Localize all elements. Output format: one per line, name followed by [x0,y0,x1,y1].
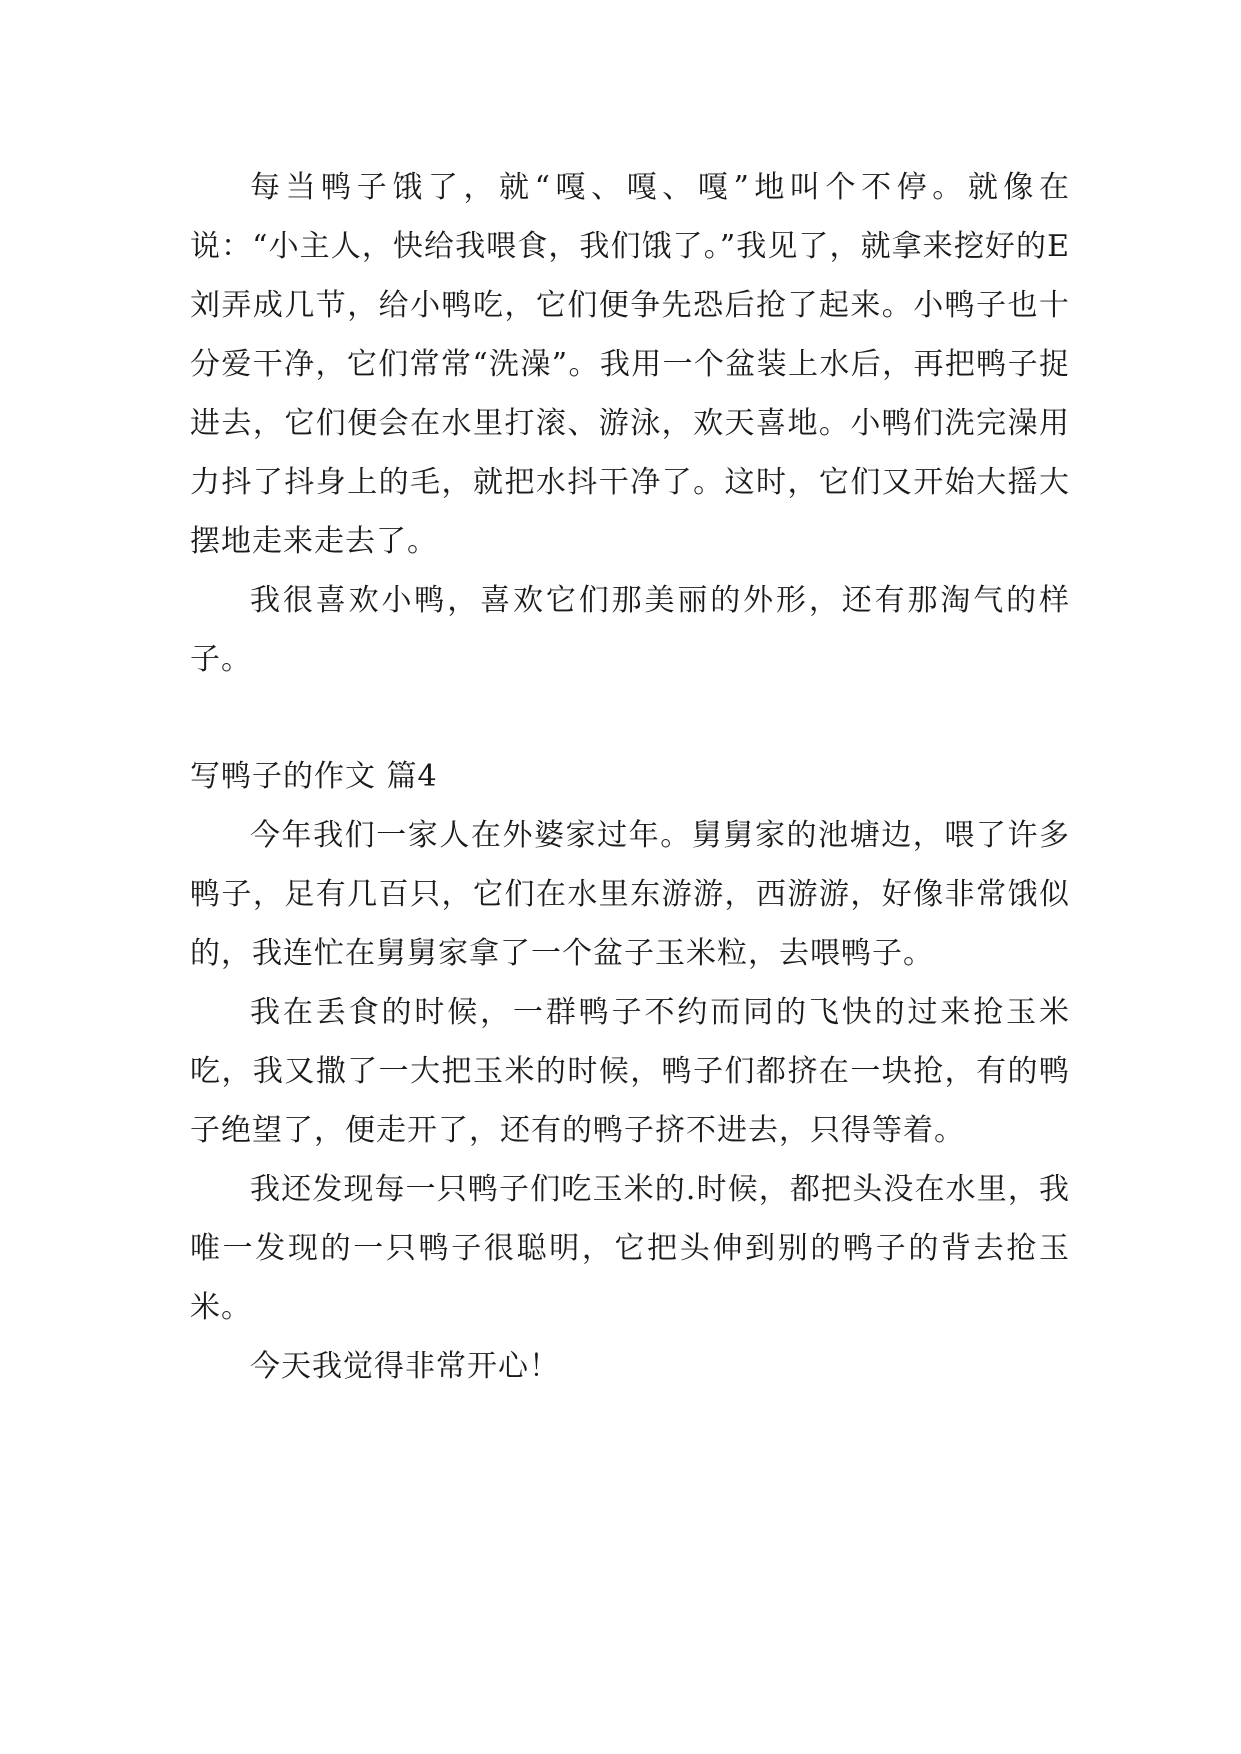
document-body [190,158,1070,1396]
section-heading: 写鸭子的作文 篇4 [190,759,438,794]
paragraph-throwing-food: 我在丢食的时候，一群鸭子不约而同的飞快的过来抢玉米吃，我又撒了一大把玉米的时候，鸭子们都挤在一块抢，有的鸭子绝望了，便走开了，还有的鸭子挤不进去，只得等着。 [190,995,1070,1148]
paragraph-feeding-ducks: 每当鸭子饿了，就“嘎、嘎、嘎”地叫个不停。就像在说：“小主人，快给我喂食，我们饿了。”我见了，就拿来挖好的E刘弄成几节，给小鸭吃，它们便争先恐后抢了起来。小鸭子也十分爱干净，它们常常“洗澡”。我用一个盆装上水后，再把鸭子捉进去，它们便会在水里打滚、游泳，欢天喜地。小鸭们洗完澡用力抖了抖身上的毛，就把水抖干净了。这时，它们又开始大摇大摆地走来走去了。 [190,170,1070,559]
paragraph-conclusion: 今天我觉得非常开心！ [250,1349,560,1384]
paragraph-clever-duck: 我还发现每一只鸭子们吃玉米的.时候，都把头没在水里，我唯一发现的一只鸭子很聪明，它把头伸到别的鸭子的背去抢玉米。 [190,1172,1070,1325]
paragraph-new-year: 今年我们一家人在外婆家过年。舅舅家的池塘边，喂了许多鸭子，足有几百只，它们在水里东游游，西游游，好像非常饿似的，我连忙在舅舅家拿了一个盆子玉米粒，去喂鸭子。 [190,818,1070,971]
paragraph-liking-ducks: 我很喜欢小鸭，喜欢它们那美丽的外形，还有那淘气的样子。 [190,583,1070,677]
